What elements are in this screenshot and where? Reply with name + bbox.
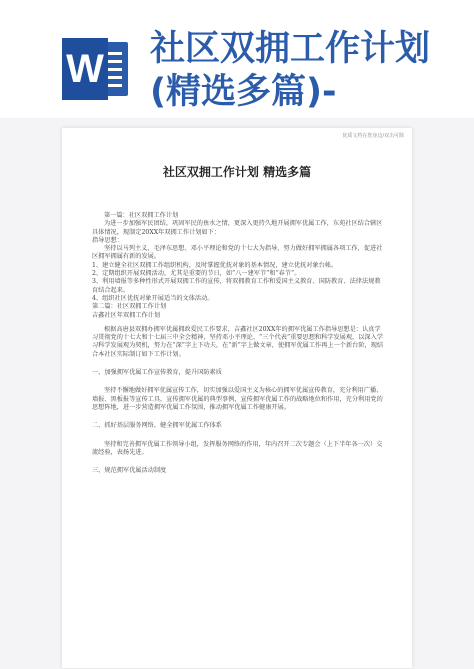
banner-title-line2: (精选多篇)- [150,72,337,112]
heading-part-2: 二、抓好基层服务网络，健全拥军优属工作体系 [92,422,222,430]
paragraph-part-2: 坚持和完善拥军优属工作领导小组，发挥服务网络的作用，年内召开二次专题会（上下半年各一次）交流经验，表扬先进。 [92,440,383,456]
list-item-2: 2、定期组织开展双拥活动，尤其是重要的节日，如“八一建军节”和“春节”。 [92,270,301,278]
banner-title [150,28,430,114]
paragraph-guidance: 坚持以马列主义、毛泽东思想、邓小平理论和党的十七大为指导，努力做好拥军拥属各项工作，促进社区拥军拥属有新的发展。 [92,245,383,261]
word-icon-letter: W [62,38,108,100]
section-subheading-2: 吉鑫社区年双拥工作计划 [92,311,161,319]
banner-header [0,0,474,118]
heading-part-1: 一、加强拥军优属工作宣传教育，提升国防素质 [92,369,222,377]
document-title: 社区双拥工作计划 精选多篇 [162,165,312,179]
document-body [92,212,385,475]
section-heading-1: 第一篇：社区双拥工作计划 [104,212,179,219]
paragraph-requirements: 根据高唐县双拥办拥军优属拥政爱民工作要求，吉鑫社区20XX年的拥军优属工作指导思想是：认真学习贯彻党的十七大和十七届三中全会精神，坚持邓小平理论、“三个代表”重要思想和科学发展观，以深入学习科学发展观为契机，努力在“深”字上下功夫，在“新”字上做文章，使拥军优属工作再上一个新台阶，现结合本社区实际制订如下工作计划。 [92,325,384,358]
list-item-1: 1、建立健全社区双拥工作组织机构，及时掌握优抚对象的基本情况，建立优抚对象台帐。 [92,261,338,269]
list-item-4: 4、组织社区优抚对象开展适当的文体活动。 [92,294,214,302]
paragraph-intro: 为进一步加强军民团结，巩固军民的鱼水之情，更深入更持久地开展拥军优属工作，东苑社区结合辖区具体情况，现制定20XX年双拥工作计划如下： [92,220,383,236]
document-watermark: 优质文档在您身边/双击可除 [342,133,404,139]
word-document-icon [62,38,130,100]
document-page [62,128,412,668]
paragraph-guidance-label: 指导思想： [92,236,123,244]
list-item-3: 3、利用墙报等多种性形式开展双拥工作的宣传，将双拥教育工作和爱国主义教育、国防教育、法律法规教育结合起来。 [92,278,381,294]
section-heading-2: 第二篇：社区双拥工作计划 [92,303,167,311]
heading-part-3: 三、规范拥军优属活动制度 [92,467,167,475]
banner-title-line1: 社区双拥工作计划 [150,29,431,69]
paragraph-part-1: 坚持不懈地做好拥军优属宣传工作，切实加强以爱国主义为核心的拥军优属宣传教育，充分利用广播、墙报、黑板报等宣传工具，宣传拥军优属的典型事例，宣传拥军优属工作的战略地位和作用，充分利用党的思想阵地，进一步营造拥军优属工作氛围，推动拥军优属工作健康开展。 [92,387,383,411]
